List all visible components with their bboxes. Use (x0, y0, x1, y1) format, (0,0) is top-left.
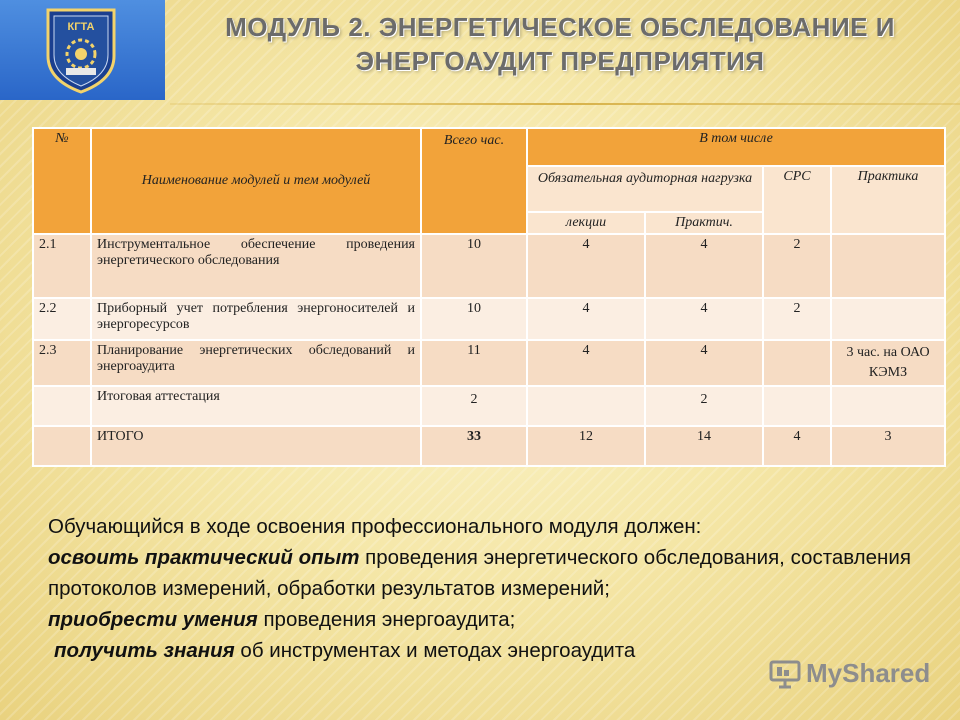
cell-srs: 4 (763, 426, 831, 466)
cell-num: 2.3 (33, 340, 91, 386)
cell-name: ИТОГО (91, 426, 421, 466)
cell-srs: 2 (763, 298, 831, 340)
curriculum-table (32, 127, 946, 467)
cell-total: 2 (421, 386, 527, 426)
cell-practice: 3 час. на ОАО КЭМЗ (831, 340, 945, 386)
cell-lectures: 4 (527, 298, 645, 340)
cell-num (33, 426, 91, 466)
title-line-1: МОДУЛЬ 2. ЭНЕРГЕТИЧЕСКОЕ ОБСЛЕДОВАНИЕ И (225, 12, 895, 42)
header-lectures: лекции (527, 212, 645, 234)
header-name: Наименование модулей и тем модулей (91, 128, 421, 234)
header-total: Всего час. (421, 128, 527, 234)
cell-total: 10 (421, 234, 527, 298)
outcome-experience-text: проведения энергетического обследования, составления протоколов измерений, обработки результатов измерений; (48, 546, 911, 600)
cell-name: Итоговая аттестация (91, 386, 421, 426)
cell-name: Приборный учет потребления энергоносителей и энергоресурсов (91, 298, 421, 340)
cell-total: 11 (421, 340, 527, 386)
outcome-skills (48, 604, 928, 635)
header-srs: СРС (763, 166, 831, 234)
header-num: № (33, 128, 91, 234)
cell-lectures: 12 (527, 426, 645, 466)
header-mandatory: Обязательная аудиторная нагрузка (527, 166, 763, 212)
cell-practical: 4 (645, 298, 763, 340)
cell-srs (763, 340, 831, 386)
logo-text: КГТА (67, 21, 95, 33)
watermark-text: MyShared (806, 658, 931, 688)
cell-practical: 4 (645, 234, 763, 298)
cell-name: Инструментальное обеспечение проведения энергетического обследования (91, 234, 421, 298)
outcome-experience (48, 542, 928, 604)
cell-practice (831, 386, 945, 426)
cell-total: 33 (421, 426, 527, 466)
watermark (768, 654, 938, 694)
cell-total: 10 (421, 298, 527, 340)
cell-num: 2.2 (33, 298, 91, 340)
outcome-knowledge-label: получить знания (54, 639, 235, 662)
table-row (33, 234, 945, 298)
title-divider (170, 103, 960, 105)
cell-practical: 4 (645, 340, 763, 386)
cell-lectures (527, 386, 645, 426)
cell-name: Планирование энергетических обследований и энергоаудита (91, 340, 421, 386)
cell-num (33, 386, 91, 426)
cell-srs (763, 386, 831, 426)
presentation-icon (768, 656, 802, 690)
table-row (33, 386, 945, 426)
outcome-skills-text: проведения энергоаудита; (257, 608, 516, 631)
outcome-knowledge-text: об инструментах и методах энергоаудита (234, 639, 636, 662)
cell-practice (831, 234, 945, 298)
logo-panel (0, 0, 165, 100)
outcome-experience-label: освоить практический опыт (48, 546, 360, 569)
cell-practical: 14 (645, 426, 763, 466)
title-line-2: ЭНЕРГОАУДИТ ПРЕДПРИЯТИЯ (355, 46, 765, 76)
cell-srs: 2 (763, 234, 831, 298)
academy-logo-icon (42, 6, 120, 94)
cell-lectures: 4 (527, 234, 645, 298)
cell-practice: 3 (831, 426, 945, 466)
page-title (180, 10, 940, 78)
cell-num: 2.1 (33, 234, 91, 298)
header-practice: Практика (831, 166, 945, 234)
learning-outcomes (48, 511, 928, 666)
header-including: В том числе (527, 128, 945, 166)
intro-text: Обучающийся в ходе освоения профессионального модуля должен: (48, 515, 702, 538)
table-row (33, 298, 945, 340)
header-practical: Практич. (645, 212, 763, 234)
outcome-skills-label: приобрести умения (48, 608, 258, 631)
cell-lectures: 4 (527, 340, 645, 386)
cell-practical: 2 (645, 386, 763, 426)
cell-practice (831, 298, 945, 340)
table-row (33, 340, 945, 386)
table-row (33, 426, 945, 466)
